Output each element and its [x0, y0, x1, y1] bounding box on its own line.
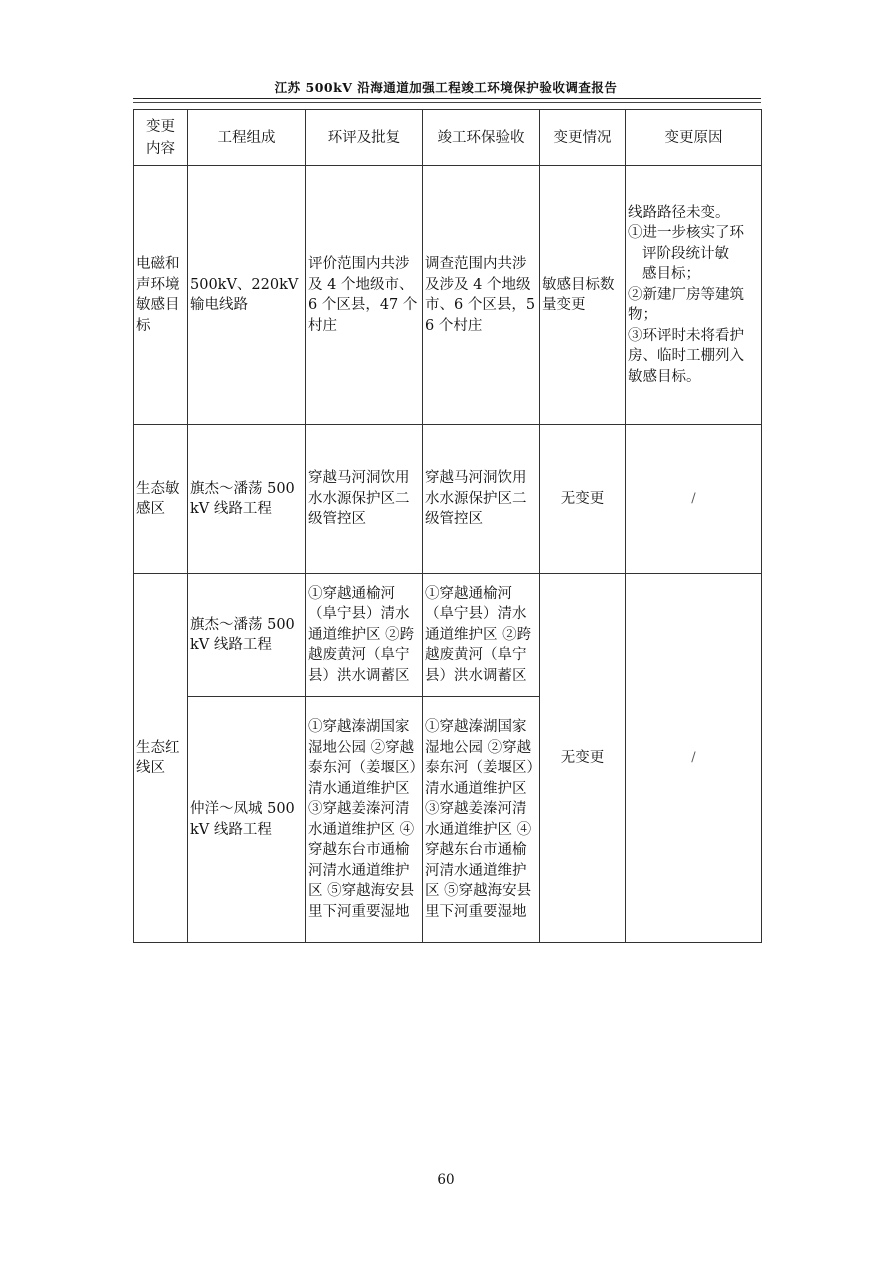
- row3-sub2-acceptance: ①穿越溱湖国家湿地公园 ②穿越泰东河（姜堰区）清水通道维护区 ③穿越姜溱河清水通道维护区 ④穿越东台市通榆河清水通道维护区 ⑤穿越海安县里下河重要湿地: [423, 697, 540, 943]
- table-header-row: [134, 110, 762, 166]
- col-header-eia: 环评及批复: [306, 110, 423, 166]
- row3-sub1-acceptance: ①穿越通榆河（阜宁县）清水通道维护区 ②跨越废黄河（阜宁县）洪水调蓄区: [423, 574, 540, 697]
- row3-sub2-eia: ①穿越溱湖国家湿地公园 ②穿越泰东河（姜堰区）清水通道维护区 ③穿越姜溱河清水通道维护区 ④穿越东台市通榆河清水通道维护区 ⑤穿越海安县里下河重要湿地: [306, 697, 423, 943]
- page-number: 60: [437, 1172, 455, 1188]
- row2-change: 无变更: [540, 425, 626, 574]
- table-row: [134, 425, 762, 574]
- row3-sub1-composition: 旗杰～潘荡 500kV 线路工程: [188, 574, 306, 697]
- row1-composition: 500kV、220kV 输电线路: [188, 166, 306, 425]
- header-rule-thin: [133, 102, 761, 103]
- table-row: [134, 574, 762, 697]
- table-row: [134, 166, 762, 425]
- row3-reason: /: [626, 574, 762, 943]
- row3-sub1-eia: ①穿越通榆河（阜宁县）清水通道维护区 ②跨越废黄河（阜宁县）洪水调蓄区: [306, 574, 423, 697]
- row2-eia: 穿越马河洞饮用水水源保护区二级管控区: [306, 425, 423, 574]
- row2-acceptance: 穿越马河洞饮用水水源保护区二级管控区: [423, 425, 540, 574]
- row1-acceptance: 调查范围内共涉及涉及 4 个地级市、6 个区县，56 个村庄: [423, 166, 540, 425]
- row1-change: 敏感目标数量变更: [540, 166, 626, 425]
- col-header-acceptance: 竣工环保验收: [423, 110, 540, 166]
- row2-reason: /: [626, 425, 762, 574]
- col-header-composition: 工程组成: [188, 110, 306, 166]
- row2-composition: 旗杰～潘荡 500kV 线路工程: [188, 425, 306, 574]
- row2-content: 生态敏感区: [134, 425, 188, 574]
- col-header-change-content: 变更 内容: [134, 110, 188, 166]
- col-header-reason: 变更原因: [626, 110, 762, 166]
- col-header-change: 变更情况: [540, 110, 626, 166]
- row1-eia: 评价范围内共涉及 4 个地级市、6 个区县，47 个村庄: [306, 166, 423, 425]
- change-table: [133, 109, 762, 943]
- row1-reason: 线路路径未变。 ①进一步核实了环 评阶段统计敏 感目标； ②新建厂房等建筑 物； ③环评时未将看护 房、临时工棚列入 敏感目标。: [626, 166, 762, 425]
- row3-sub2-composition: 仲洋～凤城 500kV 线路工程: [188, 697, 306, 943]
- row3-content: 生态红线区: [134, 574, 188, 943]
- report-header-title: 江苏 500kV 沿海通道加强工程竣工环境保护验收调查报告: [274, 80, 618, 95]
- header-rule: [133, 98, 761, 99]
- row1-content: 电磁和声环境敏感目标: [134, 166, 188, 425]
- row3-change: 无变更: [540, 574, 626, 943]
